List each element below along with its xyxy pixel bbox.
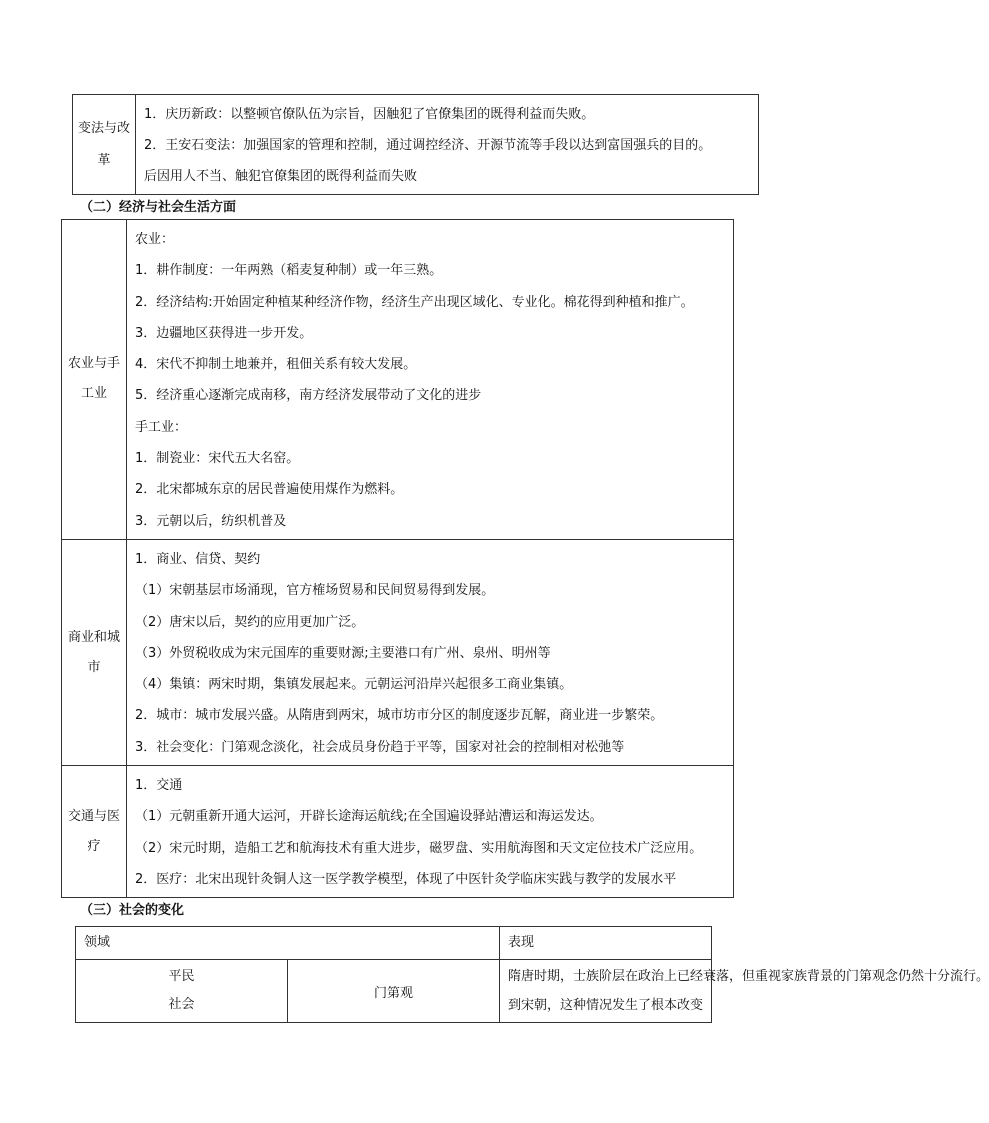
agriculture-content-cell — [127, 220, 734, 540]
transport-content-cell — [127, 766, 734, 898]
reform-label-line1: 变法与改 — [77, 120, 130, 136]
society-content-cell — [500, 960, 989, 1023]
subcategory-cell: 门第观 — [288, 960, 500, 1023]
commerce-line-4: （3）外贸税收成为宋元国库的重要财源;主要港口有广州、泉州、明州等 — [135, 645, 551, 661]
commerce-line-5: （4）集镇：两宋时期，集镇发展起来。元朝运河沿岸兴起很多工商业集镇。 — [135, 677, 573, 693]
society-row — [76, 960, 712, 1023]
agri-line-8: 1．制瓷业：宋代五大名窑。 — [135, 451, 300, 467]
category-line1: 平民 — [168, 969, 195, 984]
commerce-line-1: 1．商业、信贷、契约 — [135, 551, 261, 567]
agri-line-4: 3．边疆地区获得进一步开发。 — [135, 325, 313, 341]
reform-line-3: 后因用人不当、触犯官僚集团的既得利益而失败 — [144, 169, 418, 184]
transport-line-1: 1．交通 — [135, 778, 183, 794]
commerce-line-6: 2．城市：城市发展兴盛。从隋唐到两宋，城市坊市分区的制度逐步瓦解，商业进一步繁荣。 — [135, 708, 664, 724]
reform-line-2: 2．王安石变法：加强国家的管理和控制，通过调控经济、开源节流等手段以达到富国强兵的目的。 — [144, 138, 712, 153]
commerce-line-2: （1）宋朝基层市场涌现，官方榷场贸易和民间贸易得到发展。 — [135, 583, 495, 599]
agri-line-5: 4．宋代不抑制土地兼并，租佃关系有较大发展。 — [135, 357, 417, 373]
agri-line-9: 2．北宋都城东京的居民普遍使用煤作为燃料。 — [135, 482, 404, 498]
commerce-label-line2: 市 — [87, 659, 101, 675]
reform-label-line2: 革 — [97, 152, 111, 168]
society-table — [75, 926, 989, 1023]
agriculture-label-cell — [62, 220, 127, 540]
agri-line-7: 手工业： — [135, 419, 188, 435]
commerce-line-7: 3．社会变化：门第观念淡化，社会成员身份趋于平等，国家对社会的控制相对松弛等 — [135, 739, 625, 755]
agriculture-row — [62, 220, 734, 540]
header-domain: 领域 — [76, 927, 500, 960]
agriculture-label-line1: 农业与手 — [67, 356, 120, 372]
reform-label-cell — [73, 95, 136, 195]
transport-label-line1: 交通与医 — [67, 808, 120, 824]
transport-label-cell — [62, 766, 127, 898]
category-cell — [76, 960, 288, 1023]
commerce-label-cell — [62, 539, 127, 765]
agriculture-label-line2: 工业 — [80, 386, 107, 402]
transport-line-3: （2）宋元时期，造船工艺和航海技术有重大进步，磁罗盘、实用航海图和天文定位技术广泛应用。 — [135, 840, 703, 856]
category-line2: 社会 — [168, 997, 195, 1012]
section2-heading: （二）经济与社会生活方面 — [80, 200, 237, 215]
transport-row — [62, 766, 734, 898]
transport-line-2: （1）元朝重新开通大运河，开辟长途海运航线;在全国遍设驿站漕运和海运发达。 — [135, 809, 603, 825]
commerce-line-3: （2）唐宋以后，契约的应用更加广泛。 — [135, 614, 365, 630]
header-performance: 表现 — [500, 927, 712, 960]
commerce-label-line1: 商业和城 — [67, 629, 120, 645]
reform-content-cell — [136, 95, 759, 195]
transport-label-line2: 疗 — [87, 838, 101, 854]
society-header-row — [76, 927, 712, 960]
agri-line-6: 5．经济重心逐渐完成南移，南方经济发展带动了文化的进步 — [135, 388, 482, 404]
section3-heading: （三）社会的变化 — [80, 903, 185, 918]
economy-table — [61, 219, 734, 898]
agri-line-3: 2．经济结构:开始固定种植某种经济作物，经济生产出现区域化、专业化。棉花得到种植和推广。 — [135, 294, 694, 310]
transport-line-4: 2．医疗：北宋出现针灸铜人这一医学教学模型，体现了中医针灸学临床实践与教学的发展水平 — [135, 871, 677, 887]
reform-table — [72, 94, 759, 195]
reform-line-1: 1．庆历新政：以整顿官僚队伍为宗旨，因触犯了官僚集团的既得利益而失败。 — [144, 107, 595, 122]
commerce-row — [62, 539, 734, 765]
agri-line-10: 3．元朝以后，纺织机普及 — [135, 513, 287, 529]
society-line-1: 隋唐时期，士族阶层在政治上已经衰落，但重视家族背景的门第观念仍然十分流行。 — [508, 969, 989, 984]
society-line-2: 到宋朝，这种情况发生了根本改变 — [508, 998, 704, 1013]
agri-line-2: 1．耕作制度：一年两熟（稻麦复种制）或一年三熟。 — [135, 263, 443, 279]
commerce-content-cell — [127, 539, 734, 765]
agri-line-1: 农业： — [135, 232, 175, 247]
